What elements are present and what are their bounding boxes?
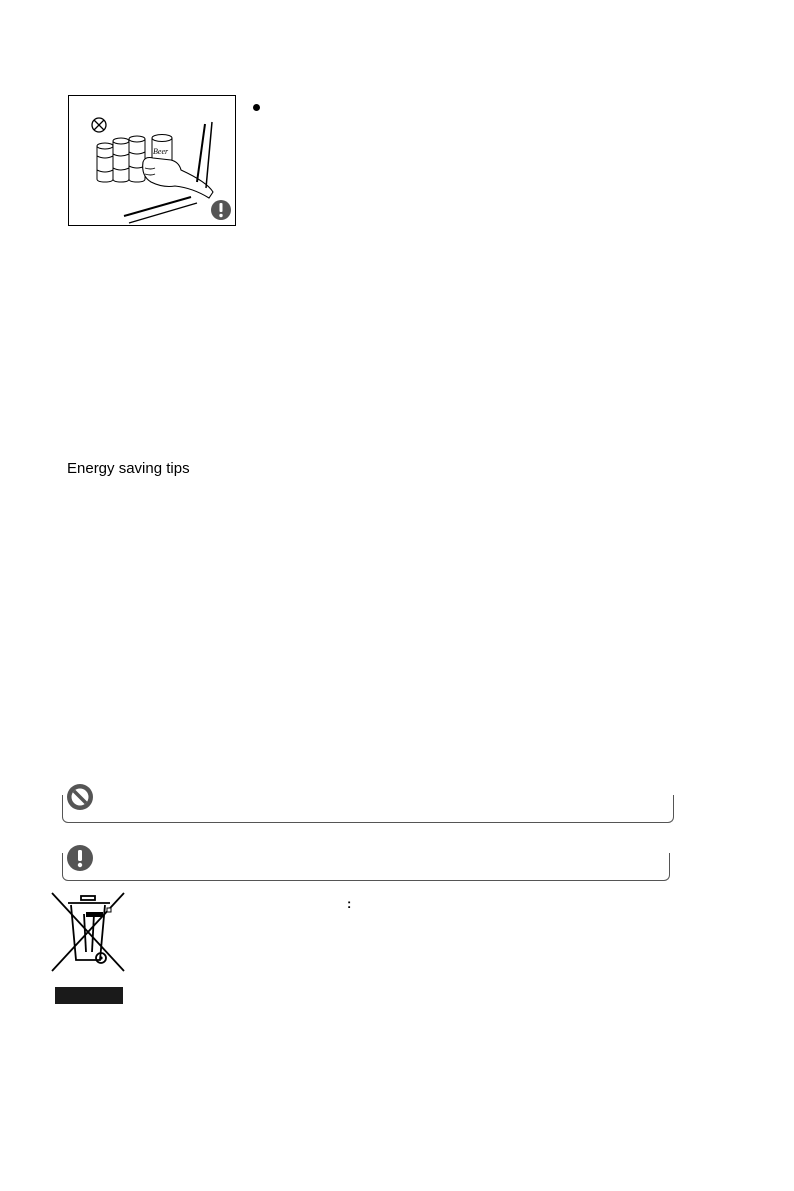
warning-icon — [211, 200, 231, 220]
section-heading: Energy saving tips — [67, 460, 190, 477]
bullet-point — [253, 104, 260, 111]
crossed-bin-icon — [50, 892, 126, 974]
prohibition-notice-box — [62, 803, 674, 823]
disposal-colon: : — [347, 896, 352, 911]
prohibited-icon — [92, 118, 106, 132]
cans-in-door-drawing — [69, 96, 235, 225]
disposal-bar — [55, 987, 123, 1004]
can-label: Beer — [153, 147, 169, 156]
warning-notice-box — [62, 861, 670, 881]
beverage-storage-illustration — [68, 95, 236, 226]
